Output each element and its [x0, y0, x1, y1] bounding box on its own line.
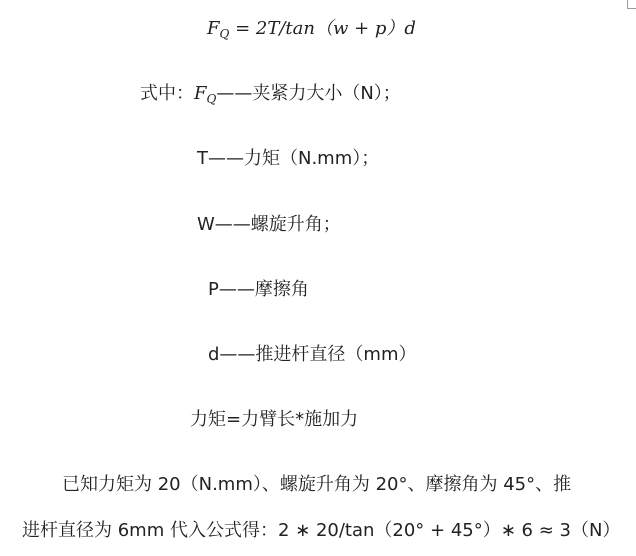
clamping-force-formula: [207, 17, 416, 41]
formula-fq-subscript: Q: [219, 27, 230, 41]
page-corner-mark: [627, 0, 636, 9]
definition-t-line: T——力矩（N.mm）；: [197, 148, 380, 169]
formula-rhs: = 2T/tan（w + p）d: [229, 18, 416, 39]
torque-note: 力矩=力臂长*施加力: [190, 409, 359, 430]
example-line-1: 已知力矩为 20（N.mm）、螺旋升角为 20°、摩擦角为 45°、推: [62, 474, 572, 495]
fq-symbol-subscript: Q: [206, 92, 217, 106]
example-line-2: 进杆直径为 6mm 代入公式得：2 ∗ 20/tan（20° + 45°）∗ 6 ≈ 3（N）: [22, 520, 621, 541]
definition-fq-text: ——夹紧力大小（N）；: [216, 83, 401, 104]
definition-fq-line: [140, 82, 401, 106]
fq-symbol-letter: F: [194, 83, 207, 104]
definition-w-line: W——螺旋升角；: [197, 214, 341, 235]
definition-d-line: d——推进杆直径（mm）: [208, 344, 417, 365]
definition-intro: 式中：: [140, 83, 194, 104]
definition-p-line: P——摩擦角: [208, 279, 309, 300]
definition-fq-symbol: [194, 83, 216, 104]
formula-fq-symbol: F: [207, 18, 220, 39]
